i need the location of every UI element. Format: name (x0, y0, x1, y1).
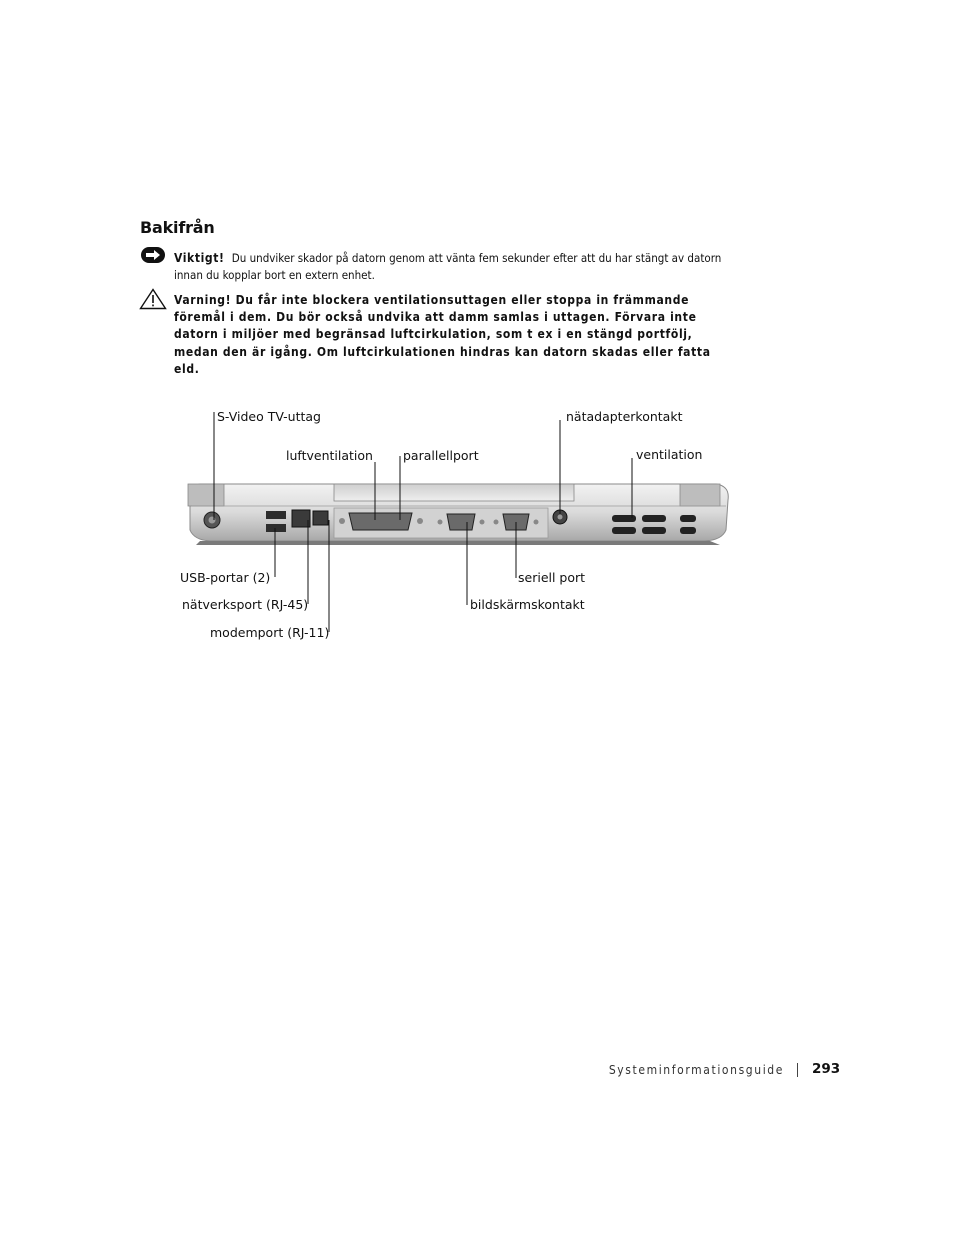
callout-modemport: modemport (RJ-11) (210, 625, 330, 640)
modem-port-rj11 (313, 511, 328, 525)
notice-label: Viktigt! (174, 251, 225, 265)
callout-parallellport: parallellport (403, 448, 479, 463)
footer-separator (797, 1063, 798, 1077)
section-heading: Bakifrån (140, 218, 215, 237)
notice-body: Du undviker skador på datorn genom att vänta fem sekunder efter att du har stängt av datorn innan du kopplar bort en extern enhet. (174, 251, 722, 282)
callout-natadapter: nätadapterkontakt (566, 409, 683, 424)
callout-luftventilation: luftventilation (286, 448, 373, 463)
warning-label: Varning! (174, 293, 232, 307)
callout-bildskarm: bildskärmskontakt (470, 597, 585, 612)
warning-body: Du får inte blockera ventilationsuttagen eller stoppa in främmande föremål i dem. Du bör också undvika att damm samlas i uttagen. Förvara inte datorn i miljöer med begränsad luftcirkulation, som t ex i en stängd portfölj, medan den är igång. Om luftcirkulationen hindras kan datorn skadas eller fatta eld. (174, 293, 711, 376)
callout-natverksport: nätverksport (RJ-45) (182, 597, 309, 612)
page-number: 293 (812, 1061, 841, 1077)
callout-usb: USB-portar (2) (180, 570, 271, 585)
footer-guide-title: Systeminformationsguide (608, 1063, 784, 1077)
callout-ventilation: ventilation (636, 447, 703, 462)
svideo-port (204, 512, 220, 528)
network-port-rj45 (292, 510, 310, 527)
callout-seriell: seriell port (518, 570, 586, 585)
callout-svideo: S-Video TV-uttag (217, 409, 321, 424)
